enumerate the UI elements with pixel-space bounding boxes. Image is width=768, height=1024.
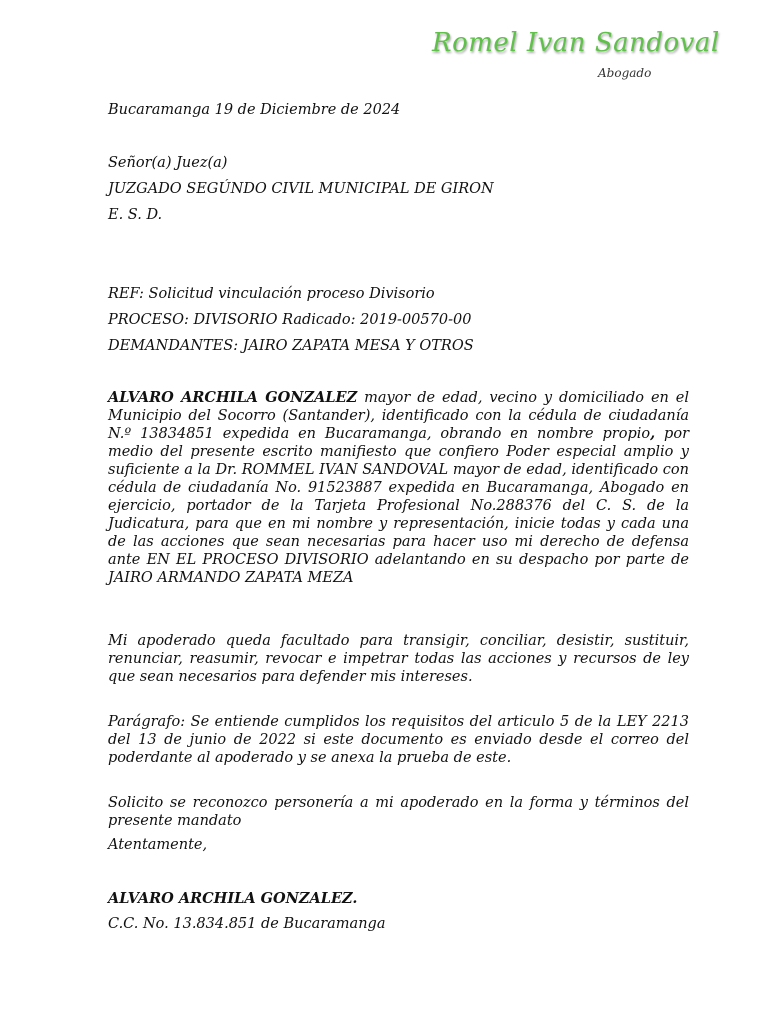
paragrafo-paragraph: Parágrafo: Se entiende cumplidos los requisitos del articulo 5 de la LEY 2213 del 13 de junio de 2022 si este documento es enviado desde el correo del poderdante al apoderado y se anexa la prueba de este. xyxy=(108,714,689,766)
faculties-paragraph: Mi apoderado queda facultado para transigir, conciliar, desistir, sustituir, renunciar, reasumir, revocar e impetrar todas las acciones y recursos de ley que sean necesarios para defender mis intereses. xyxy=(108,633,689,685)
bold-comma: , xyxy=(650,425,656,442)
signature-id: C.C. No. 13.834.851 de Bucaramanga xyxy=(108,916,386,932)
letterhead-name: Romel Ivan Sandoval xyxy=(432,28,720,58)
salutation: Señor(a) Juez(a) xyxy=(108,155,228,171)
proceso-line: PROCESO: DIVISORIO Radicado: 2019-00570-00 xyxy=(108,312,472,328)
closing-line: Atentamente, xyxy=(108,837,208,853)
letterhead-title: Abogado xyxy=(598,66,652,80)
court-name: JUZGADO SEGÚNDO CIVIL MUNICIPAL DE GIRON xyxy=(108,181,494,197)
reference-line: REF: Solicitud vinculación proceso Divisorio xyxy=(108,286,435,302)
grantor-name: ALVARO ARCHILA GONZALEZ xyxy=(108,389,358,406)
date-line: Bucaramanga 19 de Diciembre de 2024 xyxy=(108,102,401,118)
esd-line: E. S. D. xyxy=(108,207,163,223)
power-of-attorney-paragraph xyxy=(108,389,689,587)
request-paragraph: Solicito se reconozco personería a mi apoderado en la forma y términos del presente mandato xyxy=(108,795,689,829)
paragraph-text-b: por medio del presente escrito manifiesto que confiero Poder especial amplio y suficiente a la Dr. ROMMEL IVAN SANDOVAL mayor de edad, identificado con cédula de ciudadanía No. 91523887 expedida en Bucaramanga, Abogado en ejercicio, portador de la Tarjeta Profesional No.288376 del C. S. de la Judicatura, para que en mi nombre y representación, inicie todas y cada una de las acciones que sean necesarias para hacer uso mi derecho de defensa ante EN EL PROCESO DIVISORIO adelantando en su despacho por parte de JAIRO ARMANDO ZAPATA MEZA xyxy=(108,426,689,586)
paragraph-text-a: mayor de edad, vecino y domiciliado en el Municipio del Socorro (Santander), identificado con la cédula de ciudadanía N.º 13834851 expedida en Bucaramanga, obrando en nombre propio xyxy=(108,390,689,442)
signature-name: ALVARO ARCHILA GONZALEZ. xyxy=(108,890,358,907)
demandantes-line: DEMANDANTES: JAIRO ZAPATA MESA Y OTROS xyxy=(108,338,474,354)
